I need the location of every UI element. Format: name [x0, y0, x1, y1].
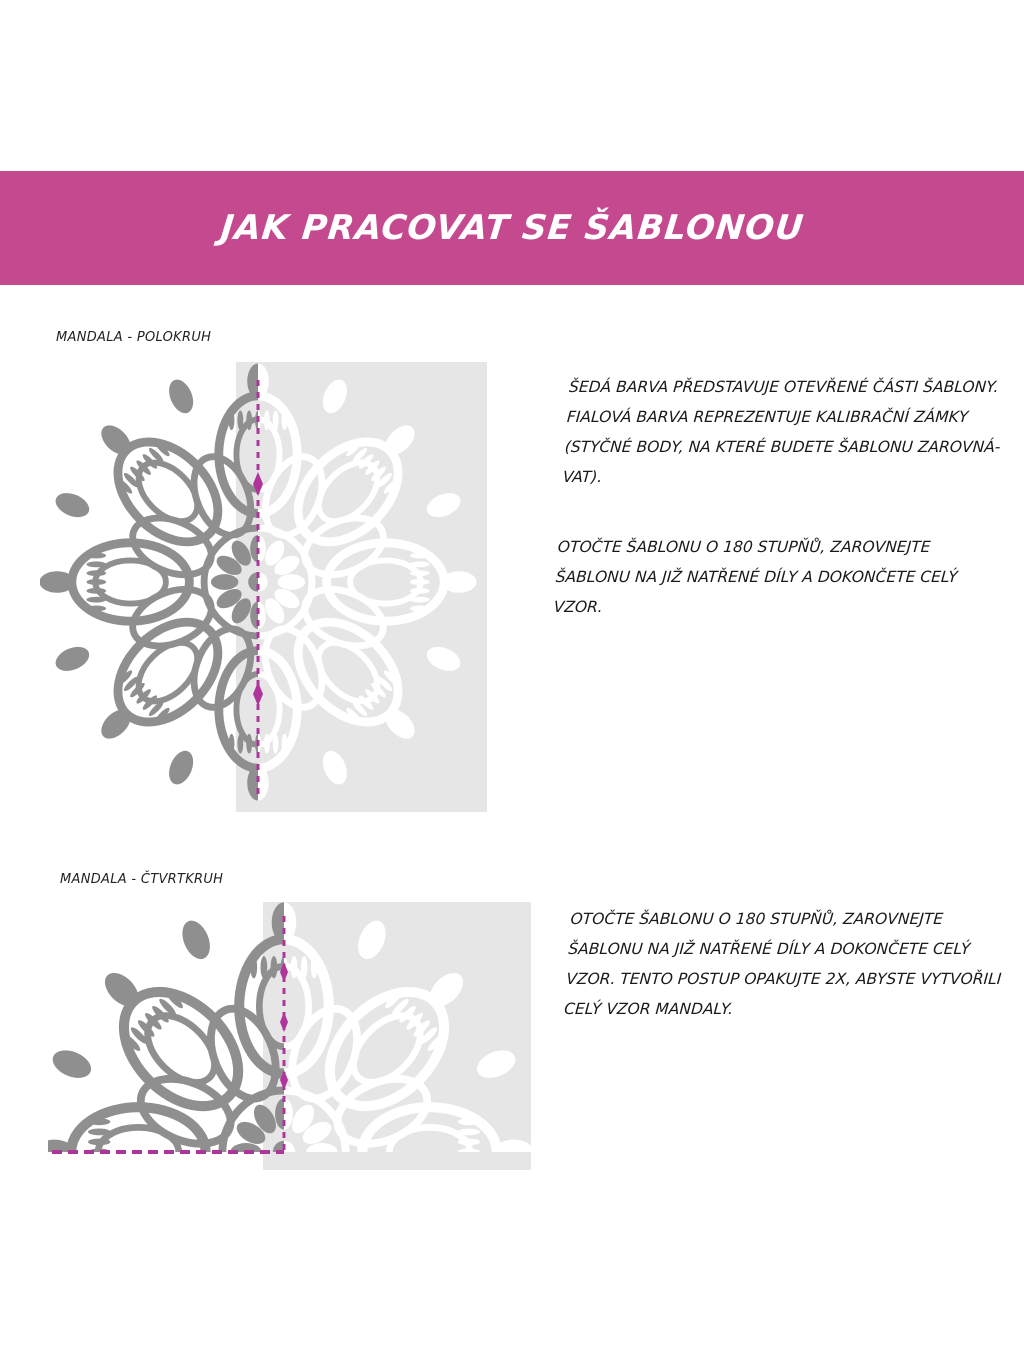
- paragraph: ŠEDÁ BARVA PŘEDSTAVUJE OTEVŘENÉ ČÁSTI ŠABLONY. FIALOVÁ BARVA REPREZENTUJE KALIBRAČNÍ ZÁMKY (STYČNÉ BODY, NA KTERÉ BUDETE ŠABLONU ZAROVNÁ- VAT).: [562, 378, 1002, 486]
- paragraph: OTOČTE ŠABLONU O 180 STUPŇŮ, ZAROVNEJTE ŠABLONU NA JIŽ NATŘENÉ DÍLY A DOKONČETE CELÝ VZOR. TENTO POSTUP OPAKUJTE 2X, ABYSTE VYTVOŘILI CELÝ VZOR MANDALY.: [563, 910, 1003, 1018]
- paragraph: OTOČTE ŠABLONU O 180 STUPŇŮ, ZAROVNEJTE ŠABLONU NA JIŽ NATŘENÉ DÍLY A DOKONČETE CELÝ VZOR.: [553, 538, 959, 616]
- half-mandala-illustration: [40, 362, 500, 814]
- half-mandala-svg: [40, 362, 500, 814]
- section-label-quarter: MANDALA - ČTVRTKRUH: [60, 872, 224, 887]
- page-title: JAK PRACOVAT SE ŠABLONOU: [218, 208, 806, 248]
- quarter-mandala-illustration: [48, 902, 538, 1172]
- title-banner: [0, 171, 1024, 285]
- description-quarter: [560, 904, 1011, 1064]
- quarter-mandala-svg: [48, 902, 538, 1172]
- description-half: [550, 372, 1010, 662]
- section-label-half: MANDALA - POLOKRUH: [56, 330, 212, 345]
